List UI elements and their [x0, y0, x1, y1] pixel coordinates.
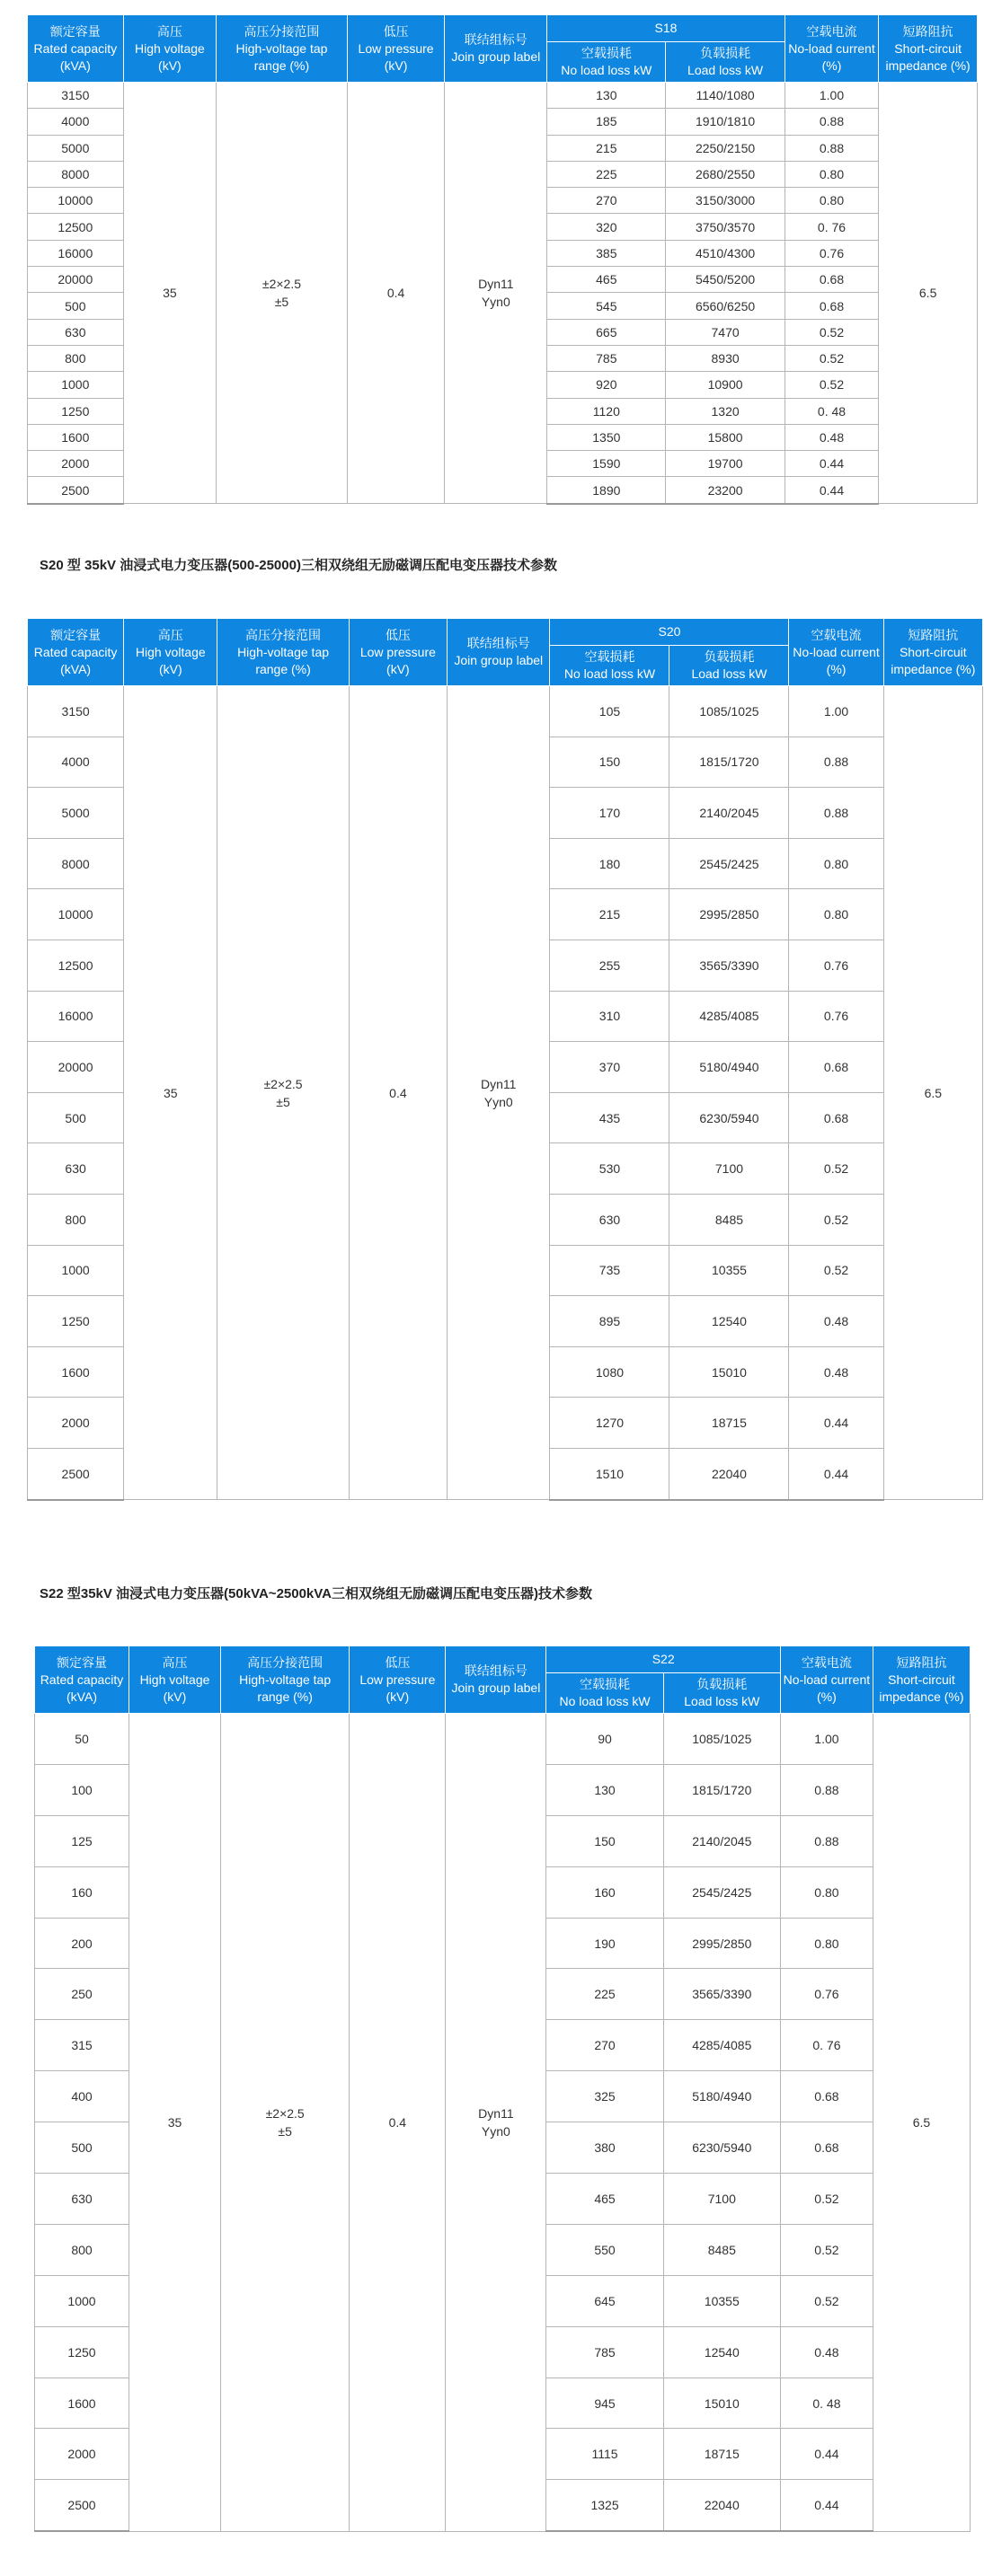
cell-rated-capacity: 100: [35, 1764, 129, 1815]
cell-join-group-line: Yyn0: [481, 295, 510, 310]
header-low-pressure: 低压 Low pressure (kV): [347, 15, 445, 83]
cell-no-load-loss: 1270: [550, 1398, 669, 1449]
cell-no-load-current: 0.80: [785, 161, 879, 187]
cell-no-load-loss: 225: [547, 161, 666, 187]
cell-rated-capacity: 2500: [28, 1448, 124, 1499]
cell-no-load-loss: 90: [546, 1714, 663, 1765]
cell-no-load-loss: 785: [546, 2326, 663, 2378]
cell-tap-range-line: ±2×2.5: [263, 1076, 303, 1091]
cell-no-load-current: 0.48: [789, 1296, 883, 1347]
cell-no-load-loss: 530: [550, 1143, 669, 1195]
cell-no-load-current: 0.88: [789, 737, 883, 788]
cell-rated-capacity: 630: [28, 319, 124, 345]
cell-no-load-loss: 630: [550, 1194, 669, 1245]
s22-table-caption: S22 型35kV 油浸式电力变压器(50kVA~2500kVA三相双绕组无励磁调压配电变压器)技术参数: [40, 1586, 592, 1601]
cell-load-loss: 6230/5940: [663, 2122, 780, 2174]
cell-rated-capacity: 200: [35, 1918, 129, 1969]
cell-no-load-loss: 180: [550, 838, 669, 889]
cell-no-load-current: 0.44: [785, 477, 879, 504]
cell-load-loss: 1815/1720: [669, 737, 789, 788]
header-no-load-loss: 空载损耗 No load loss kW: [547, 42, 666, 83]
cell-short-circuit: 6.5: [873, 1714, 970, 2532]
cell-no-load-current: 0.80: [785, 188, 879, 214]
cell-no-load-current: 0.68: [780, 2122, 873, 2174]
header-join-group: 联结组标号 Join group label: [448, 619, 550, 686]
cell-no-load-loss: 465: [546, 2174, 663, 2225]
cell-rated-capacity: 20000: [28, 267, 124, 293]
cell-join-group: [446, 1714, 546, 2532]
cell-rated-capacity: 1250: [28, 398, 124, 424]
cell-high-voltage: 35: [123, 83, 217, 504]
cell-no-load-current: 1.00: [789, 686, 883, 737]
cell-no-load-current: 0.88: [785, 135, 879, 161]
cell-no-load-loss: 465: [547, 267, 666, 293]
cell-load-loss: 1140/1080: [666, 83, 785, 109]
s18-spec-table: [27, 14, 978, 505]
cell-no-load-current: 0.88: [789, 788, 883, 839]
cell-no-load-current: 0.44: [780, 2480, 873, 2531]
cell-no-load-current: 0.48: [785, 424, 879, 450]
cell-rated-capacity: 2000: [35, 2429, 129, 2480]
header-rated-capacity: 额定容量 Rated capacity (kVA): [28, 619, 124, 686]
header-low-pressure: 低压 Low pressure (kV): [349, 619, 447, 686]
cell-no-load-current: 0.52: [789, 1194, 883, 1245]
cell-no-load-current: 0.76: [780, 1969, 873, 2020]
cell-rated-capacity: 400: [35, 2071, 129, 2122]
header-load-loss: 负载损耗 Load loss kW: [663, 1673, 780, 1714]
cell-rated-capacity: 1600: [28, 1346, 124, 1398]
cell-load-loss: 10900: [666, 372, 785, 398]
cell-load-loss: 2140/2045: [669, 788, 789, 839]
header-tap-range: 高压分接范围 High-voltage tap range (%): [220, 1646, 349, 1714]
table-row: [28, 686, 983, 737]
cell-no-load-loss: 185: [547, 109, 666, 135]
cell-load-loss: 3565/3390: [663, 1969, 780, 2020]
cell-load-loss: 4510/4300: [666, 240, 785, 266]
cell-join-group: [448, 686, 550, 1500]
cell-load-loss: 15010: [663, 2378, 780, 2429]
cell-no-load-current: 0.48: [780, 2326, 873, 2378]
cell-no-load-current: 0.52: [785, 372, 879, 398]
cell-no-load-loss: 370: [550, 1042, 669, 1093]
cell-tap-range: [217, 83, 348, 504]
cell-no-load-current: 0.88: [780, 1764, 873, 1815]
cell-no-load-loss: 380: [546, 2122, 663, 2174]
header-low-pressure: 低压 Low pressure (kV): [350, 1646, 446, 1714]
cell-rated-capacity: 2500: [28, 477, 124, 504]
cell-load-loss: 6560/6250: [666, 293, 785, 319]
cell-load-loss: 2250/2150: [666, 135, 785, 161]
cell-load-loss: 5450/5200: [666, 267, 785, 293]
cell-rated-capacity: 10000: [28, 889, 124, 940]
cell-no-load-current: 0.52: [780, 2224, 873, 2275]
cell-no-load-current: 0.44: [780, 2429, 873, 2480]
cell-high-voltage: 35: [129, 1714, 221, 2532]
cell-rated-capacity: 1600: [28, 424, 124, 450]
cell-load-loss: 7100: [663, 2174, 780, 2225]
cell-no-load-current: 0.48: [789, 1346, 883, 1398]
cell-rated-capacity: 160: [35, 1866, 129, 1918]
cell-rated-capacity: 500: [35, 2122, 129, 2174]
cell-high-voltage: 35: [124, 686, 217, 1500]
cell-rated-capacity: 500: [28, 1092, 124, 1143]
cell-rated-capacity: 16000: [28, 991, 124, 1042]
cell-no-load-current: 0.52: [785, 319, 879, 345]
cell-no-load-current: 0.76: [789, 991, 883, 1042]
cell-no-load-current: 0.88: [785, 109, 879, 135]
cell-load-loss: 8485: [669, 1194, 789, 1245]
header-no-load-current: 空载电流 No-load current (%): [789, 619, 883, 686]
header-short-circuit: 短路阻抗 Short-circuit impedance (%): [883, 619, 982, 686]
header-high-voltage: 高压 High voltage (kV): [123, 15, 217, 83]
cell-load-loss: 12540: [663, 2326, 780, 2378]
cell-no-load-loss: 225: [546, 1969, 663, 2020]
cell-no-load-current: 0.88: [780, 1815, 873, 1866]
cell-no-load-loss: 1890: [547, 477, 666, 504]
cell-short-circuit: 6.5: [879, 83, 978, 504]
cell-load-loss: 5180/4940: [669, 1042, 789, 1093]
cell-rated-capacity: 16000: [28, 240, 124, 266]
cell-no-load-current: 1.00: [780, 1714, 873, 1765]
cell-load-loss: 18715: [669, 1398, 789, 1449]
cell-load-loss: 10355: [669, 1245, 789, 1296]
cell-load-loss: 15010: [669, 1346, 789, 1398]
cell-no-load-loss: 160: [546, 1866, 663, 1918]
cell-no-load-loss: 130: [547, 83, 666, 109]
cell-no-load-loss: 310: [550, 991, 669, 1042]
cell-no-load-loss: 1080: [550, 1346, 669, 1398]
cell-rated-capacity: 5000: [28, 788, 124, 839]
header-tap-range: 高压分接范围 High-voltage tap range (%): [217, 15, 348, 83]
cell-no-load-loss: 895: [550, 1296, 669, 1347]
cell-rated-capacity: 12500: [28, 214, 124, 240]
cell-no-load-loss: 170: [550, 788, 669, 839]
cell-no-load-current: 0.52: [780, 2174, 873, 2225]
cell-no-load-loss: 545: [547, 293, 666, 319]
cell-no-load-current: 0. 48: [780, 2378, 873, 2429]
cell-rated-capacity: 800: [28, 1194, 124, 1245]
cell-rated-capacity: 250: [35, 1969, 129, 2020]
cell-join-group: [445, 83, 547, 504]
cell-load-loss: 19700: [666, 451, 785, 477]
header-no-load-current: 空载电流 No-load current (%): [780, 1646, 873, 1714]
cell-rated-capacity: 800: [28, 345, 124, 371]
cell-no-load-current: 0.52: [780, 2275, 873, 2326]
cell-load-loss: 22040: [663, 2480, 780, 2531]
header-short-circuit: 短路阻抗 Short-circuit impedance (%): [879, 15, 978, 83]
cell-load-loss: 3565/3390: [669, 940, 789, 991]
cell-rated-capacity: 50: [35, 1714, 129, 1765]
header-join-group: 联结组标号 Join group label: [445, 15, 547, 83]
cell-no-load-loss: 150: [546, 1815, 663, 1866]
cell-no-load-current: 0.68: [789, 1092, 883, 1143]
cell-no-load-loss: 435: [550, 1092, 669, 1143]
header-high-voltage: 高压 High voltage (kV): [124, 619, 217, 686]
cell-rated-capacity: 1000: [28, 1245, 124, 1296]
cell-no-load-loss: 1325: [546, 2480, 663, 2531]
cell-no-load-current: 0.68: [785, 293, 879, 319]
cell-load-loss: 4285/4085: [669, 991, 789, 1042]
cell-low-pressure: 0.4: [349, 686, 447, 1500]
cell-no-load-loss: 320: [547, 214, 666, 240]
cell-load-loss: 7470: [666, 319, 785, 345]
cell-rated-capacity: 125: [35, 1815, 129, 1866]
cell-no-load-loss: 735: [550, 1245, 669, 1296]
header-no-load-current: 空载电流 No-load current (%): [785, 15, 879, 83]
cell-no-load-current: 0.52: [785, 345, 879, 371]
cell-tap-range-line: ±2×2.5: [262, 277, 301, 292]
cell-load-loss: 3150/3000: [666, 188, 785, 214]
cell-load-loss: 3750/3570: [666, 214, 785, 240]
cell-rated-capacity: 5000: [28, 135, 124, 161]
cell-no-load-loss: 270: [547, 188, 666, 214]
s22-spec-table: [34, 1645, 971, 2532]
cell-load-loss: 22040: [669, 1448, 789, 1499]
header-series: S18: [547, 15, 785, 42]
cell-rated-capacity: 20000: [28, 1042, 124, 1093]
cell-rated-capacity: 2500: [35, 2480, 129, 2531]
cell-no-load-loss: 215: [547, 135, 666, 161]
cell-load-loss: 2995/2850: [663, 1918, 780, 1969]
cell-no-load-loss: 945: [546, 2378, 663, 2429]
header-no-load-loss: 空载损耗 No load loss kW: [550, 646, 669, 686]
cell-tap-range-line: ±5: [278, 2123, 292, 2139]
cell-rated-capacity: 1000: [35, 2275, 129, 2326]
cell-no-load-loss: 190: [546, 1918, 663, 1969]
cell-load-loss: 6230/5940: [669, 1092, 789, 1143]
cell-no-load-current: 0.44: [785, 451, 879, 477]
cell-no-load-loss: 215: [550, 889, 669, 940]
cell-no-load-current: 0.68: [785, 267, 879, 293]
cell-rated-capacity: 630: [28, 1143, 124, 1195]
cell-join-group-line: Yyn0: [481, 2123, 510, 2139]
cell-no-load-current: 0. 48: [785, 398, 879, 424]
cell-no-load-current: 0.76: [789, 940, 883, 991]
cell-tap-range-line: ±5: [274, 295, 289, 310]
cell-tap-range-line: ±5: [276, 1094, 290, 1109]
cell-no-load-current: 0.52: [789, 1143, 883, 1195]
cell-rated-capacity: 500: [28, 293, 124, 319]
cell-rated-capacity: 630: [35, 2174, 129, 2225]
cell-no-load-loss: 1350: [547, 424, 666, 450]
cell-no-load-current: 0.44: [789, 1448, 883, 1499]
cell-no-load-current: 0.80: [789, 838, 883, 889]
cell-rated-capacity: 1250: [28, 1296, 124, 1347]
cell-no-load-current: 0.80: [789, 889, 883, 940]
s20-table-caption: S20 型 35kV 油浸式电力变压器(500-25000)三相双绕组无励磁调压配电变压器技术参数: [40, 558, 557, 573]
header-load-loss: 负载损耗 Load loss kW: [666, 42, 785, 83]
cell-no-load-current: 0.44: [789, 1398, 883, 1449]
cell-tap-range: [220, 1714, 349, 2532]
cell-rated-capacity: 4000: [28, 737, 124, 788]
header-no-load-loss: 空载损耗 No load loss kW: [546, 1673, 663, 1714]
cell-no-load-loss: 255: [550, 940, 669, 991]
cell-no-load-loss: 1510: [550, 1448, 669, 1499]
cell-no-load-loss: 1590: [547, 451, 666, 477]
cell-load-loss: 8930: [666, 345, 785, 371]
cell-no-load-loss: 1115: [546, 2429, 663, 2480]
cell-no-load-current: 0.76: [785, 240, 879, 266]
cell-tap-range-line: ±2×2.5: [265, 2105, 305, 2121]
cell-rated-capacity: 315: [35, 2020, 129, 2071]
cell-no-load-current: 0. 76: [780, 2020, 873, 2071]
cell-load-loss: 2545/2425: [669, 838, 789, 889]
cell-no-load-current: 0.68: [789, 1042, 883, 1093]
cell-rated-capacity: 3150: [28, 686, 124, 737]
header-rated-capacity: 额定容量 Rated capacity (kVA): [28, 15, 124, 83]
cell-load-loss: 12540: [669, 1296, 789, 1347]
cell-join-group-line: Yyn0: [483, 1094, 513, 1109]
cell-rated-capacity: 8000: [28, 838, 124, 889]
cell-load-loss: 4285/4085: [663, 2020, 780, 2071]
cell-load-loss: 1320: [666, 398, 785, 424]
cell-load-loss: 2680/2550: [666, 161, 785, 187]
header-join-group: 联结组标号 Join group label: [446, 1646, 546, 1714]
cell-load-loss: 1815/1720: [663, 1764, 780, 1815]
cell-rated-capacity: 800: [35, 2224, 129, 2275]
cell-load-loss: 2995/2850: [669, 889, 789, 940]
header-series: S20: [550, 619, 789, 646]
cell-rated-capacity: 4000: [28, 109, 124, 135]
table-row: [28, 83, 978, 109]
cell-no-load-current: 0.68: [780, 2071, 873, 2122]
cell-join-group-line: Dyn11: [478, 277, 514, 292]
cell-rated-capacity: 2000: [28, 451, 124, 477]
cell-load-loss: 23200: [666, 477, 785, 504]
cell-no-load-loss: 385: [547, 240, 666, 266]
cell-rated-capacity: 2000: [28, 1398, 124, 1449]
cell-no-load-loss: 920: [547, 372, 666, 398]
cell-join-group-line: Dyn11: [478, 2105, 514, 2121]
cell-no-load-loss: 270: [546, 2020, 663, 2071]
cell-no-load-loss: 1120: [547, 398, 666, 424]
header-short-circuit: 短路阻抗 Short-circuit impedance (%): [873, 1646, 970, 1714]
table-row: [35, 1714, 971, 1765]
cell-no-load-loss: 150: [550, 737, 669, 788]
cell-rated-capacity: 1250: [35, 2326, 129, 2378]
cell-no-load-loss: 665: [547, 319, 666, 345]
header-rated-capacity: 额定容量 Rated capacity (kVA): [35, 1646, 129, 1714]
cell-no-load-loss: 130: [546, 1764, 663, 1815]
cell-rated-capacity: 1600: [35, 2378, 129, 2429]
cell-load-loss: 5180/4940: [663, 2071, 780, 2122]
cell-low-pressure: 0.4: [347, 83, 445, 504]
header-tap-range: 高压分接范围 High-voltage tap range (%): [217, 619, 349, 686]
cell-rated-capacity: 3150: [28, 83, 124, 109]
cell-no-load-loss: 325: [546, 2071, 663, 2122]
cell-load-loss: 1085/1025: [669, 686, 789, 737]
cell-low-pressure: 0.4: [350, 1714, 446, 2532]
header-series: S22: [546, 1646, 781, 1673]
cell-no-load-current: 0. 76: [785, 214, 879, 240]
cell-no-load-loss: 645: [546, 2275, 663, 2326]
cell-no-load-loss: 785: [547, 345, 666, 371]
cell-no-load-current: 0.80: [780, 1918, 873, 1969]
cell-load-loss: 1910/1810: [666, 109, 785, 135]
cell-load-loss: 10355: [663, 2275, 780, 2326]
cell-load-loss: 15800: [666, 424, 785, 450]
s20-spec-table: [27, 618, 983, 1501]
cell-join-group-line: Dyn11: [481, 1076, 517, 1091]
cell-tap-range: [217, 686, 349, 1500]
cell-no-load-loss: 550: [546, 2224, 663, 2275]
cell-rated-capacity: 12500: [28, 940, 124, 991]
cell-load-loss: 8485: [663, 2224, 780, 2275]
cell-no-load-current: 1.00: [785, 83, 879, 109]
header-load-loss: 负载损耗 Load loss kW: [669, 646, 789, 686]
cell-load-loss: 7100: [669, 1143, 789, 1195]
cell-no-load-current: 0.52: [789, 1245, 883, 1296]
cell-load-loss: 18715: [663, 2429, 780, 2480]
header-high-voltage: 高压 High voltage (kV): [129, 1646, 221, 1714]
cell-rated-capacity: 8000: [28, 161, 124, 187]
cell-load-loss: 2140/2045: [663, 1815, 780, 1866]
cell-short-circuit: 6.5: [883, 686, 982, 1500]
cell-no-load-current: 0.80: [780, 1866, 873, 1918]
cell-rated-capacity: 1000: [28, 372, 124, 398]
cell-no-load-loss: 105: [550, 686, 669, 737]
cell-load-loss: 1085/1025: [663, 1714, 780, 1765]
cell-rated-capacity: 10000: [28, 188, 124, 214]
cell-load-loss: 2545/2425: [663, 1866, 780, 1918]
